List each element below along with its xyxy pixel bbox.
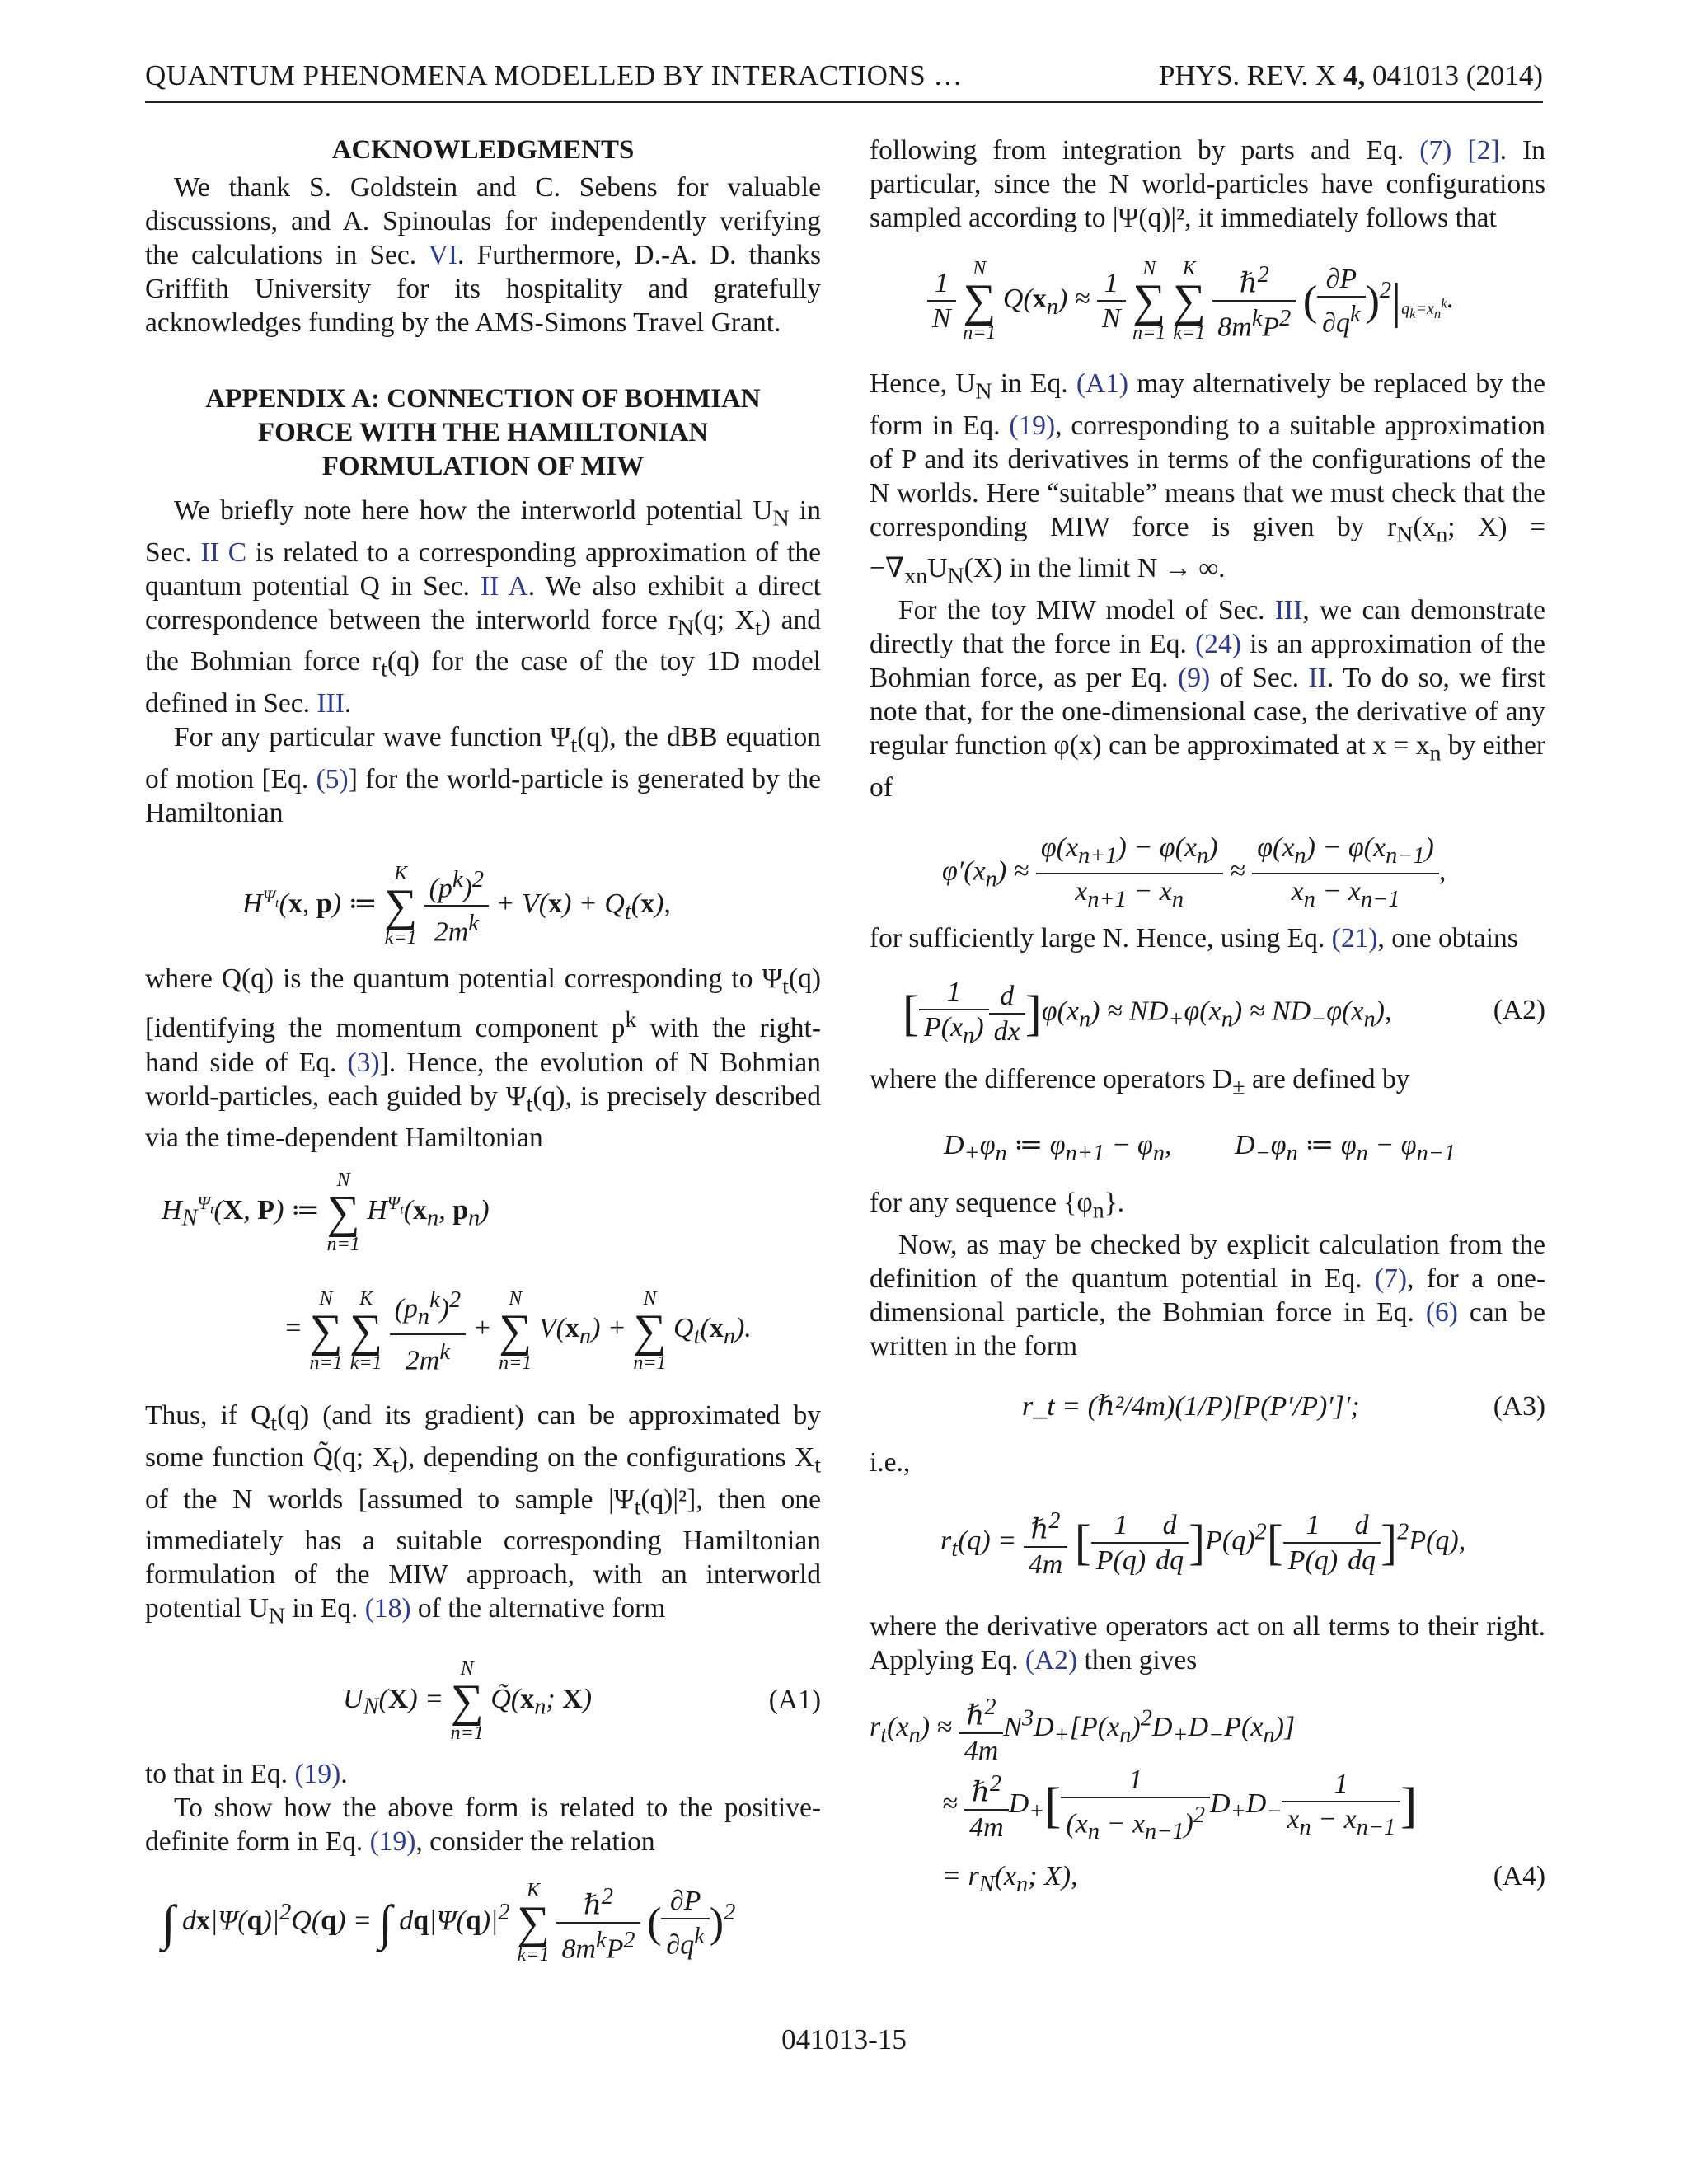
equation-a3: r_t = (ℏ²/4m)(1/P)[P(P′/P)′]′; (A3) [1022,1391,1545,1422]
ref-sec-iia-link[interactable]: II A [480,570,528,602]
equation-a4: $r_t(x_n)$ ≈ $\frac{\hbar^2}{4m}$ $N^3D_+[P(x_n)^2D_+D_-P(x_n)]$ ≈ $\frac{\hbar^2}{4m}$ $D_+$[ $\frac{1}{(x_n - x_{n-1})^2}$ $D_+D_-$ $\frac{1}{x_n - x_{n-1}}$ ] = $r_N(x_n$; X), (A4) [870,1690,1545,1905]
page-number: 041013-15 [781,2023,907,2055]
ref-eq-9-link[interactable]: (9) [1178,663,1211,694]
equation-a2-label: (A2) [1493,994,1545,1025]
equation-average-quantum-potential: $\frac{1}{N}$ N ∑ n=1 $Q(x_n)$ ≈ $\frac{1}{N}$ N ∑ n=1 K ∑ k=1 $\frac{\hbar^2}{8m^kP^2}$ ( $\frac{\partial P}{\partial q^k}$ )$^2|_{q_k=x_n^k}$. [870,243,1545,367]
equation-bohmian-force: $r_t(q)$ = $\frac{\hbar^2}{4m}$ [ $\frac{1}{P(q)}$ $\frac{d}{dq}$ ]$P(q)^2$[ $\frac{1}{P(q)}$ $\frac{d}{dq}$ ]$^2$P(q), [870,1486,1545,1610]
ref-eq-21-link[interactable]: (21) [1331,922,1378,954]
paragraph-sufficiently-large: for sufficiently large N. Hence, using Eq. (21), one obtains [870,922,1518,954]
equation-time-dependent-hamiltonian: $H_N^{\Psi_t}(X$, P) ≔ N ∑ n=1 $H^{\Psi_t}(x_n$, $p_n$) = N ∑ n=1 K ∑ k=1 $\frac{(p_n^k)^2}{2m^k}$ + N ∑ n=1 $V(x_n) + N$ ∑ n=1 $Q_t(x_n)$. [162,1169,752,1376]
left-column [145,134,821,1979]
ref-eq-7-link-2[interactable]: (7) [1374,1263,1407,1295]
paragraph-to-that: to that in Eq. (19). [145,1759,348,1790]
ref-eq-5-link[interactable]: (5) [316,763,349,794]
ref-sec-iii-link-2[interactable]: III [1274,595,1303,626]
appendix-heading-line-3: FORMULATION OF MIW [321,452,645,481]
paragraph-interworld-potential: We briefly note here how the interworld potential $U_N$ in Sec. II C is related to a corresponding approximation of the quantum potential Q in Sec. II A. We also exhibit a direct correspondence between the interworld force $r_N(q$; $X_t$) and the Bohmian force $r_t(q)$ for the case of the toy 1D model defined in Sec. III. [145,495,822,719]
appendix-heading-line-2: FORCE WITH THE HAMILTONIAN [257,418,709,448]
paragraph-derivative-operators: where the derivative operators act on all terms to their right. Applying Eq. (A2) then gives [870,1611,1545,1676]
running-title: QUANTUM PHENOMENA MODELLED BY INTERACTIONS … [145,59,963,91]
ref-sec-vi-link[interactable]: VI [428,240,457,270]
running-header [145,59,1543,103]
equation-a2: [ $\frac{1}{P(x_n)}$ $\frac{d}{dx}$ ]$\varphi(x_n) \approx ND_+\varphi(x_n) \approx ND_-\varphi(x_n)$, (A2) [903,976,1545,1048]
equation-integration-relation: ∫ $dx|\Psi(q)|^2Q(q)$ = ∫ $dq|\Psi(q)|^2$ K ∑ k=1 $\frac{\hbar^2}{8m^kP^2}$ ( $\frac{\partial P}{\partial q^k}$ )$^2$ [162,1880,736,1966]
appendix-heading-line-1: APPENDIX A: CONNECTION OF BOHMIAN [205,384,761,414]
ref-eq-7-link[interactable]: (7) [1419,135,1452,166]
ref-eq-18-link[interactable]: (18) [364,1593,411,1624]
paragraph-hamiltonian-formulation: Thus, if $Q_t(q)$ (and its gradient) can be approximated by some function Q̃(q; $X_t$), depending on the configurations $X_t$ of the N worlds [assumed to sample $|\Psi_t(q)|^2$], then one immediately has a suitable corresponding Hamiltonian formulation of the MIW approach, with an interworld potential $U_N$ in Eq. (18) of the alternative form [145,1400,822,1630]
equation-a1-label: (A1) [768,1685,821,1716]
ref-eq-19-link-2[interactable]: (19) [369,1826,416,1858]
ref-sec-ii-link[interactable]: II [1308,663,1327,694]
equation-a1: $U_N(X) = N$ ∑ n=1 $Q̃(x_n$; X) (A1) [343,1658,821,1745]
ref-eq-6-link[interactable]: (6) [1425,1297,1458,1329]
equation-finite-difference: $\varphi'(x_n)$ ≈ $\frac{\varphi(x_{n+1}) - \varphi(x_n)}{x_{n+1} - x_n}$ ≈ $\frac{\varphi(x_n) - \varphi(x_{n-1})}{x_n - x_{n-1}}$ , [942,832,1447,912]
journal-reference: PHYS. REV. X 4, 041013 (2014) [1158,59,1543,91]
acknowledgments-paragraph: We thank S. Goldstein and C. Sebens for valuable discussions, and A. Spinoulas for independently verifying the calculations in Sec. VI. Furthermore, D.-A. D. thanks Griffith University for its hospitality and gratefully acknowledges funding by the AMS-Simons Travel Grant. [145,172,821,338]
equation-difference-operators: $D_+\varphi_n$ ≔ $\varphi_{n+1} - \varphi_n$, $D_-\varphi_n$ ≔ $\varphi_n - \varphi_{n-1}$ [944,1130,1456,1167]
equation-a4-label: (A4) [1493,1861,1545,1892]
paragraph-explicit-calculation: Now, as may be checked by explicit calculation from the definition of the quantum potential in Eq. (7), for a one-dimensional particle, the Bohmian force in Eq. (6) can be written in the form [870,1230,1545,1362]
ref-eq-24-link[interactable]: (24) [1195,629,1241,660]
paragraph-hence-un: Hence, $U_N$ in Eq. (A1) may alternatively be replaced by the form in Eq. (19), corresponding to a suitable approximation of P and its derivatives in terms of the configurations of the N worlds. Here “suitable” means that we must check that the corresponding MIW force is given by $r_N(x_n$; $X) = -\nabla_{xn}U_N(X)$ in the limit N → ∞. [870,368,1546,590]
paragraph-quantum-potential: where Q(q) is the quantum potential corresponding to $\Psi_t(q)$ [identifying the momentum component $p^k$ with the right-hand side of Eq. (3)]. Hence, the evolution of N Bohmian world-particles, each guided by $\Psi_t(q)$, is precisely described via the time-dependent Hamiltonian [145,963,821,1154]
equation-hamiltonian: $H^{\Psi_t}(x$, p) ≔ K ∑ k=1 $\frac{(p^k)^2}{2m^k}$ + $V(x) + Q_t(x)$, [242,863,671,949]
acknowledgments-heading: ACKNOWLEDGMENTS [331,135,635,165]
ref-sec-iic-link[interactable]: II C [200,537,247,568]
ref-eq-a1-link[interactable]: (A1) [1076,368,1129,399]
paragraph-difference-operators: where the difference operators $D_\pm$ are defined by [870,1063,1410,1100]
paragraph-positive-definite: To show how the above form is related to the positive-definite form in Eq. (19), consider the relation [145,1793,821,1858]
paragraph-any-sequence: for any sequence $\{\varphi_n\}$. [870,1188,1125,1225]
paragraph-integration-by-parts: following from integration by parts and Eq. (7) [2]. In particular, since the N world-particles have configurations sampled according to |Ψ(q)|², it immediately follows that [870,135,1546,233]
ref-eq-a2-link[interactable]: (A2) [1025,1645,1078,1676]
paragraph-wave-function: For any particular wave function $\Psi_t(q)$, the dBB equation of motion [Eq. (5)] for the world-particle is generated by the Hamiltonian [145,722,821,828]
right-column [870,134,1545,1905]
ref-sec-iii-link[interactable]: III [316,688,345,719]
equation-a3-label: (A3) [1493,1391,1545,1422]
ref-eq-19-link[interactable]: (19) [294,1759,341,1790]
paragraph-toy-miw-model: For the toy MIW model of Sec. III, we can demonstrate directly that the force in Eq. (24) is an approximation of the Bohmian force, as per Eq. (9) of Sec. II. To do so, we first note that, for the one-dimensional case, the derivative of any regular function φ(x) can be approximated at $x = x_n$ by either of [870,595,1545,803]
ref-eq-3-link[interactable]: (3) [347,1047,380,1078]
text-ie: i.e., [870,1447,911,1479]
ref-eq-19-link-3[interactable]: (19) [1009,410,1056,441]
ref-citation-2-link[interactable]: [2] [1467,135,1500,166]
